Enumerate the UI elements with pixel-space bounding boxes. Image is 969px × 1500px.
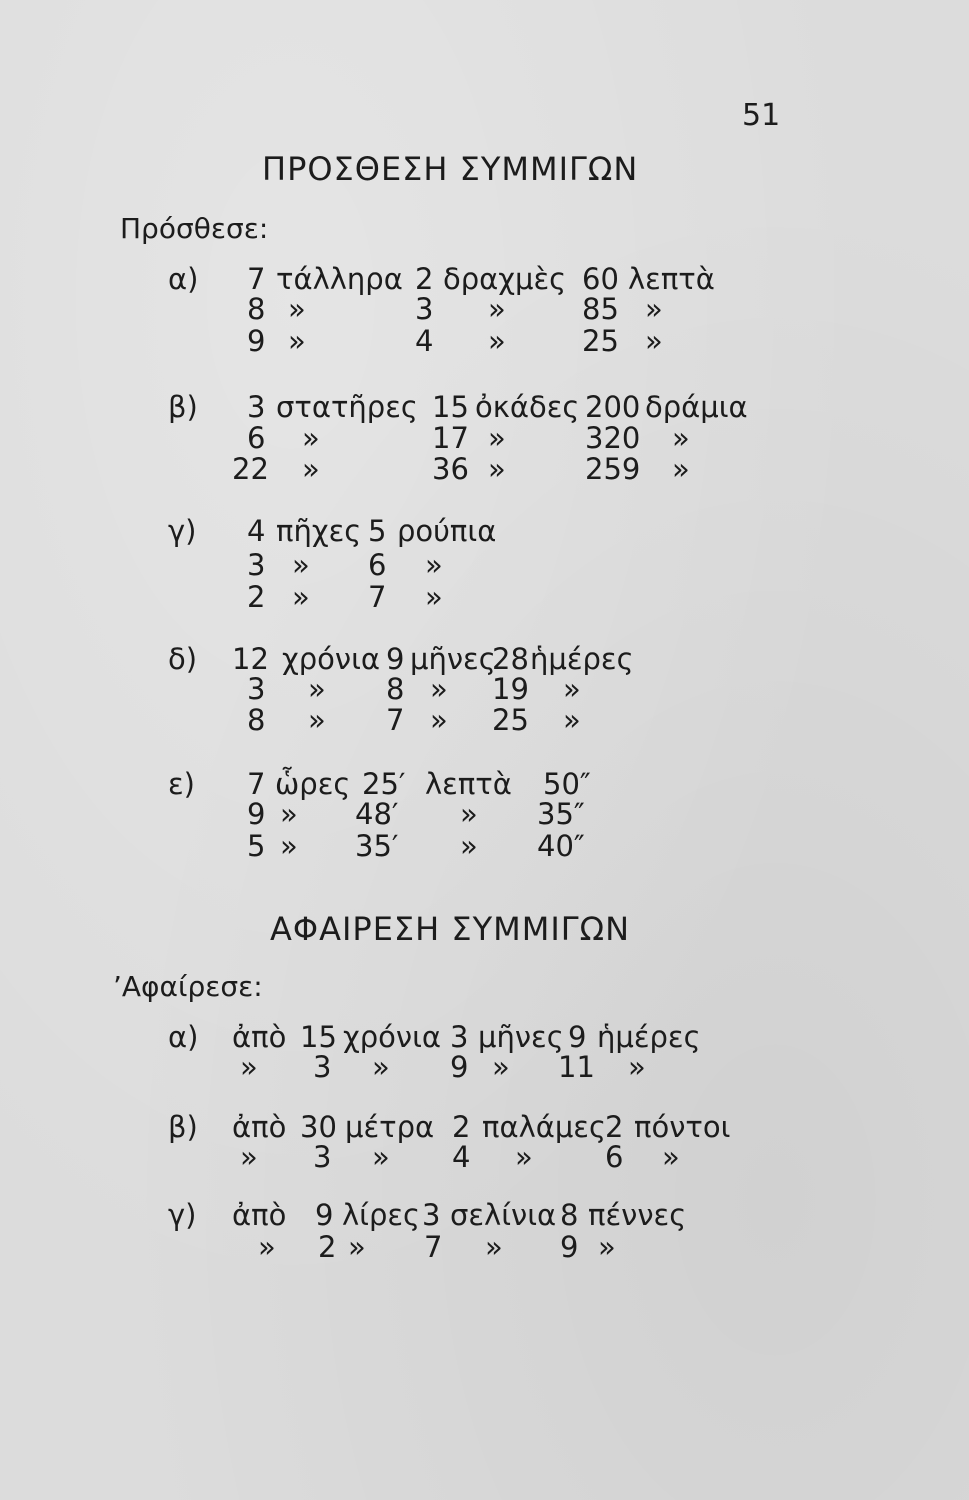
ditto-mark: »	[288, 324, 306, 358]
unit: χρόνια	[282, 642, 381, 676]
value: 25	[582, 324, 619, 358]
value: 2	[318, 1230, 337, 1264]
value: 22	[232, 452, 269, 486]
ditto-mark: »	[488, 421, 506, 455]
value: 40″	[537, 829, 585, 863]
value: 8	[560, 1198, 579, 1232]
value: 11	[558, 1050, 595, 1084]
subtraction-label-a: α)	[168, 1020, 199, 1054]
ditto-mark: »	[598, 1230, 616, 1264]
ditto-mark: »	[425, 548, 443, 582]
unit: ρούπια	[397, 514, 497, 548]
value: 7	[368, 580, 387, 614]
ditto-mark: »	[645, 292, 663, 326]
ditto-mark: »	[258, 1230, 276, 1264]
value: 48′	[355, 797, 399, 831]
subtraction-label-b: β)	[168, 1110, 198, 1144]
word-from: ἀπὸ	[232, 1110, 287, 1144]
page-number: 51	[742, 98, 781, 133]
value: 50″	[543, 767, 591, 801]
value: 5	[247, 829, 266, 863]
value: 3	[247, 390, 266, 424]
value: 6	[605, 1140, 624, 1174]
addition-title: ΠΡΟΣΘΕΣΗ ΣΥΜΜΙΓΩΝ	[262, 150, 639, 188]
exercise-label-d: δ)	[168, 642, 198, 676]
unit: ἡμέρες	[597, 1020, 701, 1054]
value: 200	[585, 390, 641, 424]
unit: λίρες	[342, 1198, 421, 1232]
unit: μέτρα	[345, 1110, 435, 1144]
value: 3	[415, 292, 434, 326]
exercise-label-a: α)	[168, 262, 199, 296]
value: 2	[247, 580, 266, 614]
value: 4	[452, 1140, 471, 1174]
unit: στατῆρες	[276, 390, 418, 424]
ditto-mark: »	[563, 703, 581, 737]
ditto-mark: »	[308, 672, 326, 706]
value: 9	[315, 1198, 334, 1232]
ditto-mark: »	[372, 1050, 390, 1084]
addition-instruction: Πρόσθεσε:	[120, 212, 269, 245]
ditto-mark: »	[628, 1050, 646, 1084]
ditto-mark: »	[292, 580, 310, 614]
unit: ἡμέρες	[530, 642, 634, 676]
unit: λεπτὰ	[425, 767, 512, 801]
unit: ὀκάδες	[475, 390, 580, 424]
ditto-mark: »	[372, 1140, 390, 1174]
exercise-label-e: ε)	[168, 767, 195, 801]
unit: μῆνες	[410, 642, 496, 676]
value: 259	[585, 452, 641, 486]
ditto-mark: »	[302, 421, 320, 455]
unit: δράμια	[645, 390, 748, 424]
value: 9	[568, 1020, 587, 1054]
value: 85	[582, 292, 619, 326]
ditto-mark: »	[662, 1140, 680, 1174]
value: 30	[300, 1110, 337, 1144]
value: 3	[247, 548, 266, 582]
subtraction-label-c: γ)	[168, 1198, 197, 1232]
value: 3	[247, 672, 266, 706]
unit: πόντοι	[634, 1110, 731, 1144]
unit: πῆχες	[276, 514, 362, 548]
ditto-mark: »	[672, 421, 690, 455]
value: 8	[247, 292, 266, 326]
ditto-mark: »	[240, 1050, 258, 1084]
ditto-mark: »	[460, 829, 478, 863]
value: 35″	[537, 797, 585, 831]
ditto-mark: »	[488, 292, 506, 326]
ditto-mark: »	[240, 1140, 258, 1174]
value: 17	[432, 421, 469, 455]
subtraction-instruction: ’Αφαίρεσε:	[113, 970, 263, 1003]
value: 3	[422, 1198, 441, 1232]
value: 15	[300, 1020, 337, 1054]
value: 7	[424, 1230, 443, 1264]
subtraction-title: ΑΦΑΙΡΕΣΗ ΣΥΜΜΙΓΩΝ	[270, 910, 631, 948]
unit: λεπτὰ	[628, 262, 715, 296]
ditto-mark: »	[488, 452, 506, 486]
unit: δραχμὲς	[443, 262, 567, 296]
unit: πέννες	[588, 1198, 687, 1232]
value: 12	[232, 642, 269, 676]
value: 9	[247, 324, 266, 358]
value: 4	[247, 514, 266, 548]
value: 28	[492, 642, 529, 676]
ditto-mark: »	[292, 548, 310, 582]
exercise-label-b: β)	[168, 390, 198, 424]
value: 15	[432, 390, 469, 424]
value: 2	[605, 1110, 624, 1144]
value: 3	[450, 1020, 469, 1054]
value: 25′	[362, 767, 406, 801]
ditto-mark: »	[302, 452, 320, 486]
value: 19	[492, 672, 529, 706]
unit: μῆνες	[478, 1020, 564, 1054]
ditto-mark: »	[645, 324, 663, 358]
ditto-mark: »	[460, 797, 478, 831]
exercise-label-c: γ)	[168, 514, 197, 548]
value: 9	[450, 1050, 469, 1084]
ditto-mark: »	[430, 672, 448, 706]
unit: ὧρες	[275, 767, 351, 801]
value: 25	[492, 703, 529, 737]
ditto-mark: »	[280, 829, 298, 863]
value: 320	[585, 421, 641, 455]
value: 7	[386, 703, 405, 737]
value: 36	[432, 452, 469, 486]
unit: σελίνια	[450, 1198, 557, 1232]
value: 8	[386, 672, 405, 706]
value: 6	[368, 548, 387, 582]
value: 9	[247, 797, 266, 831]
ditto-mark: »	[430, 703, 448, 737]
value: 4	[415, 324, 434, 358]
value: 35′	[355, 829, 399, 863]
ditto-mark: »	[425, 580, 443, 614]
ditto-mark: »	[288, 292, 306, 326]
value: 60	[582, 262, 619, 296]
ditto-mark: »	[492, 1050, 510, 1084]
unit: τάλληρα	[276, 262, 403, 296]
ditto-mark: »	[348, 1230, 366, 1264]
word-from: ἀπὸ	[232, 1198, 287, 1232]
value: 9	[386, 642, 405, 676]
unit: χρόνια	[343, 1020, 442, 1054]
value: 2	[452, 1110, 471, 1144]
value: 7	[247, 262, 266, 296]
value: 9	[560, 1230, 579, 1264]
value: 3	[313, 1050, 332, 1084]
ditto-mark: »	[488, 324, 506, 358]
ditto-mark: »	[672, 452, 690, 486]
word-from: ἀπὸ	[232, 1020, 287, 1054]
ditto-mark: »	[515, 1140, 533, 1174]
value: 3	[313, 1140, 332, 1174]
ditto-mark: »	[485, 1230, 503, 1264]
ditto-mark: »	[280, 797, 298, 831]
unit: παλάμες	[482, 1110, 607, 1144]
value: 7	[247, 767, 266, 801]
ditto-mark: »	[308, 703, 326, 737]
value: 8	[247, 703, 266, 737]
ditto-mark: »	[563, 672, 581, 706]
value: 5	[368, 514, 387, 548]
value: 6	[247, 421, 266, 455]
value: 2	[415, 262, 434, 296]
